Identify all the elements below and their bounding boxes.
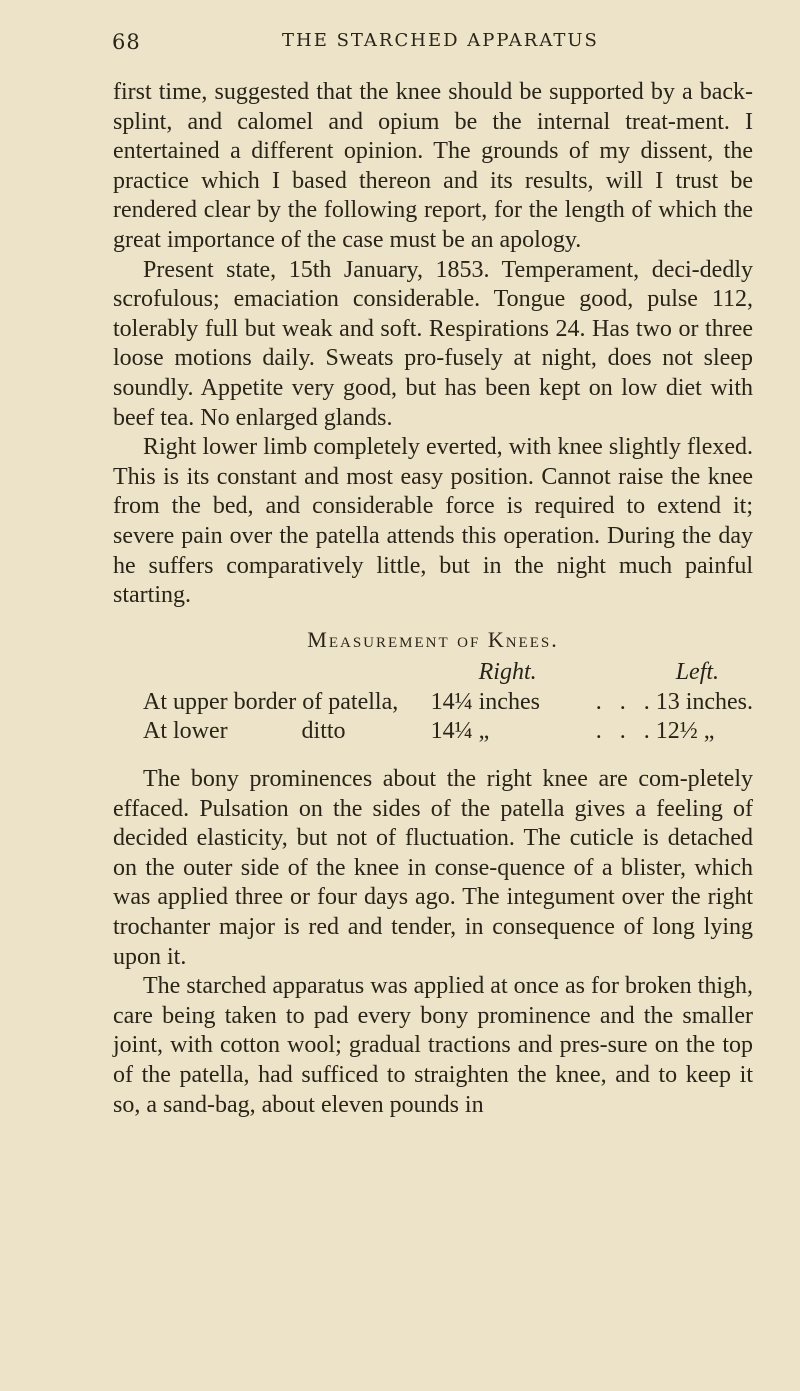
measurement-table	[113, 658, 753, 747]
paragraph-2: Present state, 15th January, 1853. Temperament, deci-dedly scrofulous; emaciation considerable. Tongue good, pulse 112, tolerably full but weak and soft. Respirations 24. Has two or three loose motions daily. Sweats pro-fusely at night, does not sleep soundly. Appetite very good, but has been kept on low diet with beef tea. No enlarged glands.	[113, 256, 753, 431]
running-title: THE STARCHED APPARATUS	[282, 30, 599, 51]
measurement-header-row	[113, 658, 753, 688]
measurement-row-lower	[113, 717, 753, 747]
paragraph-4: The bony prominences about the right knee are com-pletely effaced. Pulsation on the sides of the patella gives a feeling of decided elasticity, but not of fluctuation. The cuticle is detached on the outer side of the knee in conse-quence of a blister, which was applied three or four days ago. The integument over the right trochanter major is red and tender, in consequence of long lying upon it.	[113, 766, 753, 970]
leader-dots: . . .	[595, 688, 656, 715]
right-measure: 14¼ inches	[430, 688, 540, 715]
left-measure: 12½ „	[655, 718, 715, 745]
left-measure: 13 inches.	[655, 688, 753, 715]
page-number: 68	[112, 30, 141, 54]
body-text	[113, 78, 753, 1120]
paragraph-3: Right lower limb completely everted, with knee slightly flexed. This is its constant and most easy position. Cannot raise the knee from the bed, and considerable force is required to extend it; severe pain over the patella attends this operation. During the day he suffers comparatively little, but in the night much painful starting.	[113, 434, 753, 609]
ditto-mark: ditto	[301, 718, 346, 745]
row-label: At upper border of patella,	[143, 688, 399, 715]
paragraph-1: first time, suggested that the knee should be supported by a back-splint, and calomel and opium be the internal treat-ment. I entertained a different opinion. The grounds of my dissent, the practice which I based thereon and its results, will I trust be rendered clear by the following report, for the length of which the great importance of the case must be an apology.	[113, 79, 753, 253]
measurement-row-upper	[113, 688, 753, 718]
measurement-heading: Measurement of Knees.	[307, 626, 559, 652]
leader-dots: . . .	[595, 718, 656, 745]
column-header-right: Right.	[478, 659, 537, 686]
row-label: At lower	[143, 718, 228, 745]
right-measure: 14¼ „	[430, 718, 490, 745]
column-header-left: Left.	[675, 659, 720, 686]
running-head	[112, 30, 740, 60]
paragraph-5: The starched apparatus was applied at once as for broken thigh, care being taken to pad every bony prominence and the smaller joint, with cotton wool; gradual tractions and pres-sure on the top of the patella, had sufficed to straighten the knee, and to keep it so, a sand-bag, about eleven pounds in	[113, 973, 753, 1118]
